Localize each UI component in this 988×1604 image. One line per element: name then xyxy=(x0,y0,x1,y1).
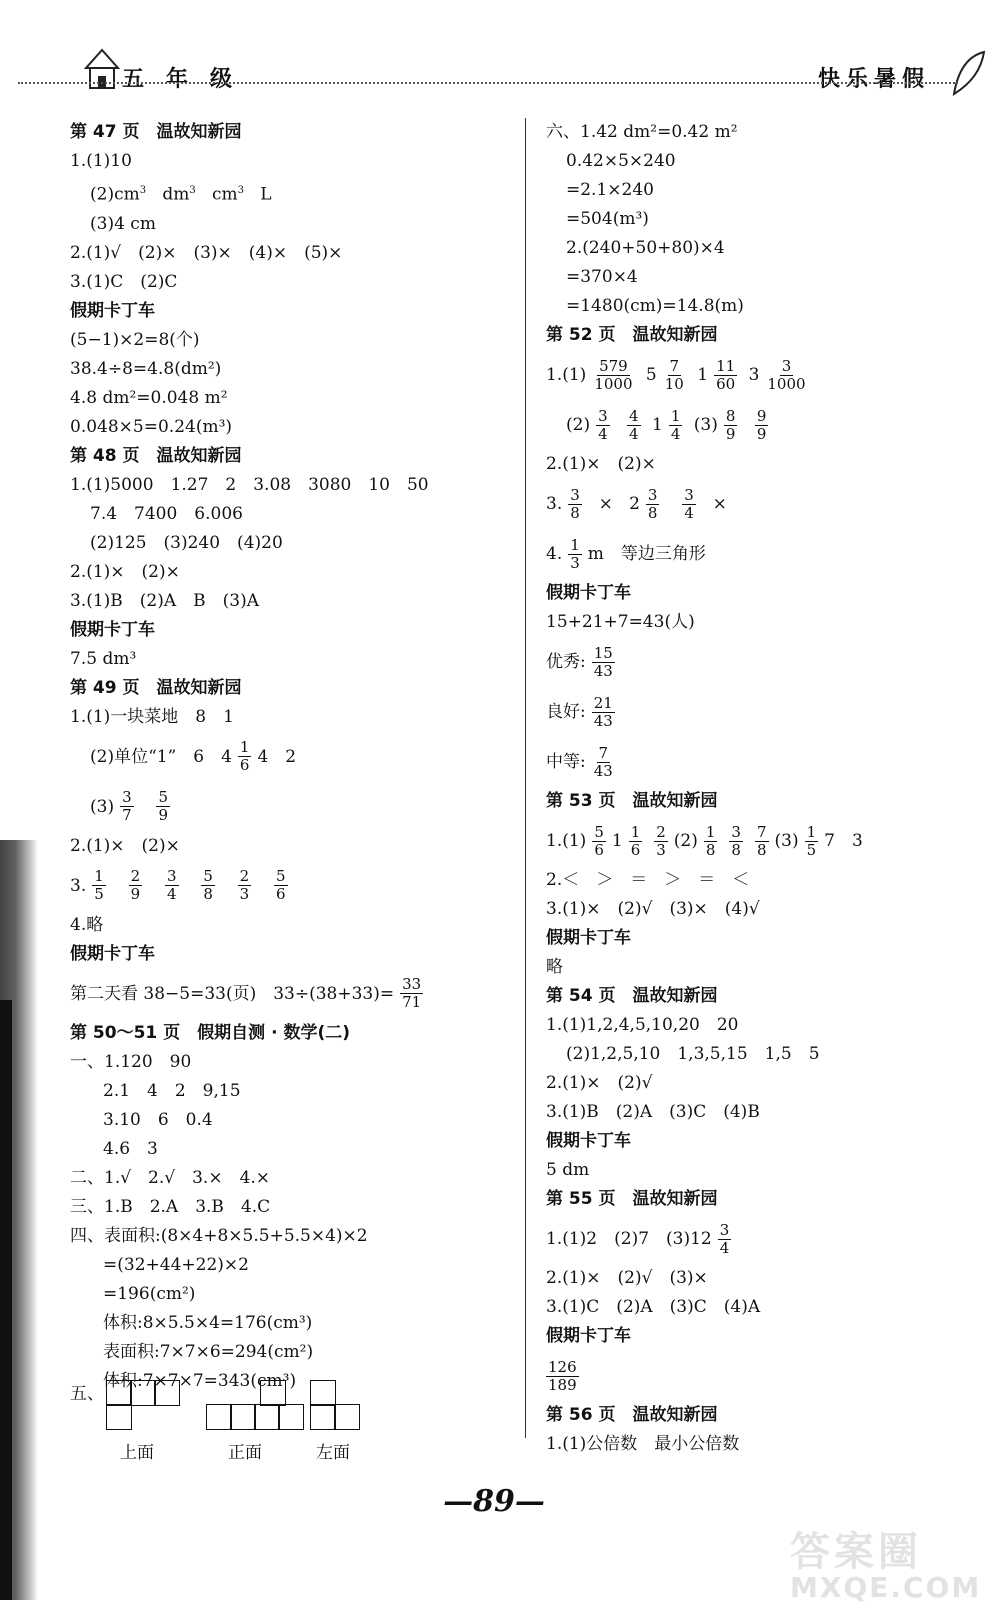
answer-line: =196(cm²) xyxy=(103,1283,196,1304)
answer-line: 3.10 6 0.4 xyxy=(103,1109,213,1130)
answer-line: (5−1)×2=8(个) xyxy=(70,329,200,350)
section-title: 第 49 页 温故知新园 xyxy=(70,677,242,698)
fraction: $\frac{21}{43}$ xyxy=(593,693,613,730)
view-label-top: 上面 xyxy=(120,1443,154,1463)
square-cell xyxy=(106,1380,132,1406)
fraction: $\frac{3}{1000}$ xyxy=(767,356,806,393)
answer-line: 略 xyxy=(546,957,563,977)
watermark: 答案圈 MXQE.COM xyxy=(790,1529,982,1604)
answer-line: 1.(1)10 xyxy=(70,151,132,171)
section-title: 第 56 页 温故知新园 xyxy=(546,1405,718,1425)
section-title: 第 54 页 温故知新园 xyxy=(546,986,718,1006)
fraction: $\frac{7}{10}$ xyxy=(664,356,684,393)
answer-line: 2.1 4 2 9,15 xyxy=(103,1080,241,1101)
answer-line: 15+21+7=43(人) xyxy=(546,612,695,632)
answer-line: 2.(240+50+80)×4 xyxy=(566,238,725,258)
answer-line: 1.(1) $\frac{579}{1000}$ 5 $\frac{7}{10}$ 1 $\frac{11}{60}$ 3 $\frac{3}{1000}$ xyxy=(546,356,806,393)
answer-line: (3) $\frac{3}{7}$ $\frac{5}{9}$ xyxy=(90,788,168,825)
answer-line xyxy=(546,1351,966,1401)
fraction: $\frac{3}{8}$ xyxy=(647,485,658,522)
square-cell xyxy=(278,1404,304,1430)
answer-line: (2)125 (3)240 (4)20 xyxy=(90,532,283,553)
right-column xyxy=(546,118,966,1459)
answer-line: 2.＜ ＞ ＝ ＞ ＝ ＜ xyxy=(546,870,750,890)
square-cell xyxy=(310,1404,336,1430)
fraction: $\frac{2}{3}$ xyxy=(656,822,666,859)
answer-line: 7.4 7400 6.006 xyxy=(90,503,243,524)
answer-line: $(2)cm^3$ $dm^3$ $cm^3$ L xyxy=(90,184,272,205)
answer-line: 7.5 dm³ xyxy=(70,648,137,669)
answer-line: 二、1.√ 2.√ 3.× 4.× xyxy=(70,1167,271,1188)
fraction: $\frac{3}{4}$ xyxy=(684,485,694,522)
section-title: 第 48 页 温故知新园 xyxy=(70,445,242,466)
answer-line: =504(m³) xyxy=(566,209,649,229)
fraction: $\frac{8}{9}$ xyxy=(725,406,736,443)
square-cell xyxy=(310,1380,336,1406)
fraction: $\frac{33}{71}$ xyxy=(402,975,422,1012)
answer-line: =1480(cm)=14.8(m) xyxy=(566,296,744,316)
answer-line: 1.(1) $\frac{5}{6}$ 1 $\frac{1}{6}$ $\frac{2}{3}$ (2) $\frac{1}{8}$ $\frac{3}{8}$ $\frac{7}{8}$ (3) $\frac{1}{5}$ 7 3 xyxy=(546,822,863,859)
square-cell xyxy=(206,1404,232,1430)
answer-line: 六、1.42 dm²=0.42 m² xyxy=(546,122,738,142)
fraction: $\frac{1}{6}$ xyxy=(239,738,250,775)
answer-line: 四、表面积:(8×4+8×5.5+5.5×4)×2 xyxy=(70,1225,368,1246)
fraction: $\frac{4}{4}$ xyxy=(629,406,639,443)
card-title: 假期卡丁车 xyxy=(546,583,631,603)
answer-line: (2)单位“1” 6 4 $\frac{1}{6}$ 4 2 xyxy=(90,738,297,775)
fraction: $\frac{1}{5}$ xyxy=(94,867,104,904)
fraction: $\frac{7}{43}$ xyxy=(593,743,613,780)
answer-line: 3.(1)B (2)A B (3)A xyxy=(70,590,260,611)
fraction: $\frac{3}{4}$ xyxy=(719,1220,730,1257)
answer-line: 第二天看 38−5=33(页) 33÷(38+33)= $\frac{33}{71}$ xyxy=(70,975,422,1012)
answer-line: 4.8 dm²=0.048 m² xyxy=(70,387,228,408)
header-dotted-rule xyxy=(18,82,958,84)
fraction: $\frac{3}{8}$ xyxy=(570,485,580,522)
fraction: $\frac{1}{3}$ xyxy=(570,535,580,572)
answer-line: 4. $\frac{1}{3}$ m 等边三角形 xyxy=(546,535,706,572)
answer-line: (3)4 cm xyxy=(90,213,156,234)
fraction: $\frac{126}{189}$ xyxy=(548,1357,577,1394)
answer-line: 体积:7×7×7=343(cm³) xyxy=(103,1370,297,1391)
answer-line: 1.(1)1,2,4,5,10,20 20 xyxy=(546,1015,739,1035)
fraction: $\frac{2}{9}$ xyxy=(130,867,141,904)
page-number: —89— xyxy=(443,1484,545,1519)
answer-line: 体积:8×5.5×4=176(cm³) xyxy=(103,1312,313,1333)
answer-line: 2.(1)√ (2)× (3)× (4)× (5)× xyxy=(70,242,343,263)
answer-line: 3.(1)× (2)√ (3)× (4)√ xyxy=(546,899,760,919)
answer-line: 五、 xyxy=(70,1384,104,1404)
fraction: $\frac{2}{3}$ xyxy=(239,867,250,904)
answer-line: 3. $\frac{1}{5}$ $\frac{2}{9}$ $\frac{3}{4}$ $\frac{5}{8}$ $\frac{2}{3}$ $\frac{5}{6}$ xyxy=(70,867,286,904)
answer-line: 1.(1)一块菜地 8 1 xyxy=(70,706,234,727)
section-title: 第 50～51 页 假期自测 · 数学(二) xyxy=(70,1022,350,1043)
fraction: $\frac{9}{9}$ xyxy=(756,406,767,443)
answer-line: 4.6 3 xyxy=(103,1138,158,1159)
answer-line: 38.4÷8=4.8(dm²) xyxy=(70,358,222,379)
square-cell xyxy=(230,1404,256,1430)
section-title: 第 52 页 温故知新园 xyxy=(546,325,718,345)
answer-line: (2) $\frac{3}{4}$ $\frac{4}{4}$ 1 $\frac{1}{4}$ (3) $\frac{8}{9}$ $\frac{9}{9}$ xyxy=(566,406,767,443)
answer-line: 3.(1)C (2)A (3)C (4)A xyxy=(546,1297,761,1317)
card-title: 假期卡丁车 xyxy=(70,300,155,321)
answer-line: =2.1×240 xyxy=(566,180,654,200)
section-title: 第 53 页 温故知新园 xyxy=(546,791,718,811)
answer-line: 0.048×5=0.24(m³) xyxy=(70,416,233,437)
fraction: $\frac{5}{8}$ xyxy=(203,867,213,904)
answer-line: 表面积:7×7×6=294(cm²) xyxy=(103,1341,314,1362)
fraction: $\frac{3}{4}$ xyxy=(598,406,608,443)
square-cell xyxy=(130,1380,156,1406)
fraction: $\frac{7}{8}$ xyxy=(756,822,767,859)
answer-line: 2.(1)× (2)√ xyxy=(546,1073,653,1093)
answer-line: 2.(1)× (2)√ (3)× xyxy=(546,1268,708,1288)
answer-line: 1.(1)2 (2)7 (3)12 $\frac{3}{4}$ xyxy=(546,1220,730,1257)
card-title: 假期卡丁车 xyxy=(546,1131,631,1151)
fraction: $\frac{1}{8}$ xyxy=(705,822,716,859)
answer-line: 一、1.120 90 xyxy=(70,1051,192,1072)
house-icon xyxy=(84,48,120,92)
section-title: 第 47 页 温故知新园 xyxy=(70,122,242,142)
answer-line: 2.(1)× (2)× xyxy=(70,561,180,582)
square-cell xyxy=(154,1380,180,1406)
answer-line: 良好: $\frac{21}{43}$ xyxy=(546,693,613,730)
fraction: $\frac{15}{43}$ xyxy=(593,643,613,680)
leaf-icon xyxy=(950,48,986,98)
fraction: $\frac{1}{4}$ xyxy=(670,406,681,443)
square-cell xyxy=(106,1404,132,1430)
grade-title: 五年级 xyxy=(122,67,255,92)
square-cell xyxy=(260,1380,286,1406)
answer-line: 5 dm xyxy=(546,1160,590,1180)
fraction: $\frac{3}{7}$ xyxy=(122,788,132,825)
answer-line: 2.(1)× (2)× xyxy=(546,454,656,474)
answer-line: 三、1.B 2.A 3.B 4.C xyxy=(70,1196,271,1217)
answer-line: 优秀: $\frac{15}{43}$ xyxy=(546,643,613,680)
book-title: 快乐暑假 xyxy=(818,67,931,92)
fraction: $\frac{5}{6}$ xyxy=(276,867,286,904)
fraction: $\frac{3}{4}$ xyxy=(166,867,177,904)
fraction: $\frac{11}{60}$ xyxy=(716,356,736,393)
left-column xyxy=(70,118,510,1396)
answer-line: =(32+44+22)×2 xyxy=(103,1254,249,1275)
card-title: 假期卡丁车 xyxy=(546,928,631,948)
square-cell xyxy=(334,1404,360,1430)
answer-line: 1.(1)公倍数 最小公倍数 xyxy=(546,1434,740,1454)
view-label-front: 正面 xyxy=(228,1443,262,1463)
answer-line: 2.(1)× (2)× xyxy=(70,835,180,856)
fraction: $\frac{1}{6}$ xyxy=(630,822,641,859)
card-title: 假期卡丁车 xyxy=(70,943,155,964)
answer-line: 3.(1)B (2)A (3)C (4)B xyxy=(546,1102,760,1122)
answer-line: =370×4 xyxy=(566,267,638,287)
section-title: 第 55 页 温故知新园 xyxy=(546,1189,718,1209)
answer-line: 中等: $\frac{7}{43}$ xyxy=(546,743,613,780)
answer-line: (2)1,2,5,10 1,3,5,15 1,5 5 xyxy=(566,1044,820,1064)
card-title: 假期卡丁车 xyxy=(70,619,155,640)
fraction: $\frac{1}{5}$ xyxy=(806,822,817,859)
answer-line: 3.(1)C (2)C xyxy=(70,271,178,292)
square-cell xyxy=(254,1404,280,1430)
fraction: $\frac{3}{8}$ xyxy=(731,822,741,859)
answer-line: 3. $\frac{3}{8}$ × 2 $\frac{3}{8}$ $\frac{3}{4}$ × xyxy=(546,485,727,522)
answer-line: 0.42×5×240 xyxy=(566,151,676,171)
fraction: $\frac{579}{1000}$ xyxy=(594,356,633,393)
view-label-left: 左面 xyxy=(316,1443,350,1463)
view-drawings xyxy=(70,1380,490,1470)
answer-line: 1.(1)5000 1.27 2 3.08 3080 10 50 xyxy=(70,474,429,495)
card-title: 假期卡丁车 xyxy=(546,1326,631,1346)
column-divider xyxy=(525,118,526,1438)
fraction: $\frac{5}{9}$ xyxy=(158,788,168,825)
answer-line: 4.略 xyxy=(70,914,104,935)
fraction: $\frac{5}{6}$ xyxy=(594,822,604,859)
